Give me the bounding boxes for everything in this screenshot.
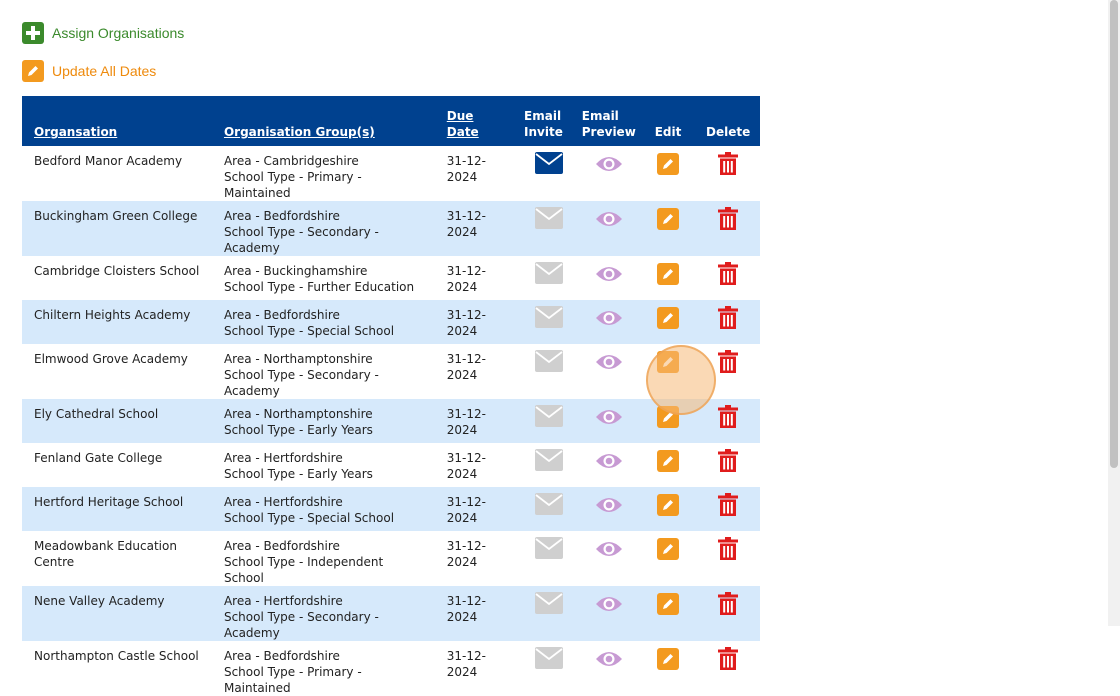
organisation-groups-cell [212,487,435,531]
email-invite-cell [520,443,578,487]
eye-icon[interactable] [595,264,623,284]
delete-cell [696,256,760,300]
edit-button[interactable] [657,494,679,516]
trash-icon[interactable] [718,449,738,472]
trash-icon[interactable] [718,647,738,670]
trash-icon[interactable] [718,306,738,329]
trash-icon[interactable] [718,207,738,230]
group-area: Area - Hertfordshire [223,594,343,608]
pencil-icon [661,212,675,226]
edit-cell [640,256,696,300]
table-row [22,344,760,399]
edit-cell [640,146,696,201]
envelope-icon[interactable] [535,592,563,614]
table-row [22,300,760,344]
email-invite-cell [520,146,578,201]
delete-cell [696,146,760,201]
due-date: 31-12-2024 [446,308,486,338]
table-row [22,146,760,201]
organisation-name: Cambridge Cloisters School [34,264,200,278]
eye-icon[interactable] [595,649,623,669]
organisation-groups-cell [212,344,435,399]
trash-icon[interactable] [718,405,738,428]
due-date-column-header[interactable]: Due Date [435,96,520,146]
email-invite-cell [520,586,578,641]
pencil-icon [661,311,675,325]
delete-cell [696,531,760,586]
group-school-type: School Type - Independent School [223,555,384,585]
due-date-cell [435,201,520,256]
due-date: 31-12-2024 [446,209,486,239]
email-invite-column-header: Email Invite [520,96,578,146]
group-school-type: School Type - Primary - Maintained [223,665,362,695]
eye-icon[interactable] [595,594,623,614]
organisation-name-cell [22,344,212,399]
email-preview-cell [578,531,640,586]
due-date-cell [435,256,520,300]
organisation-name: Ely Cathedral School [34,407,159,421]
eye-icon[interactable] [595,209,623,229]
organisation-name: Elmwood Grove Academy [34,352,188,366]
group-school-type: School Type - Early Years [223,423,373,437]
organisation-name-cell [22,256,212,300]
group-school-type: School Type - Primary - Maintained [223,170,362,200]
due-date-cell [435,487,520,531]
edit-button[interactable] [657,450,679,472]
due-date: 31-12-2024 [446,407,486,437]
pencil-icon [661,410,675,424]
edit-cell [640,399,696,443]
group-area: Area - Northamptonshire [223,407,373,421]
organisation-name: Bedford Manor Academy [34,154,183,168]
plus-icon [22,22,44,44]
pencil-icon [661,267,675,281]
group-school-type: School Type - Secondary - Academy [223,610,379,640]
edit-button[interactable] [657,593,679,615]
email-preview-cell [578,201,640,256]
due-date-cell [435,531,520,586]
edit-cell [640,531,696,586]
pencil-icon [661,454,675,468]
organisation-name: Buckingham Green College [34,209,198,223]
group-area: Area - Cambridgeshire [223,154,359,168]
organisation-name-cell [22,443,212,487]
edit-cell [640,201,696,256]
pencil-icon [661,652,675,666]
organisation-groups-cell [212,531,435,586]
edit-button[interactable] [657,208,679,230]
group-area: Area - Bedfordshire [223,308,340,322]
group-school-type: School Type - Early Years [223,467,373,481]
due-date: 31-12-2024 [446,352,486,382]
edit-cell [640,300,696,344]
due-date-cell [435,641,520,696]
edit-button[interactable] [657,307,679,329]
due-date-cell [435,443,520,487]
envelope-icon[interactable] [535,350,563,372]
trash-icon[interactable] [718,592,738,615]
delete-cell [696,641,760,696]
organisation-name-cell [22,300,212,344]
organisation-groups-cell [212,641,435,696]
table-row [22,399,760,443]
email-preview-cell [578,399,640,443]
edit-column-header: Edit [640,96,696,146]
organisations-table [22,96,760,696]
eye-icon[interactable] [595,495,623,515]
organisation-name-cell [22,146,212,201]
table-row [22,256,760,300]
delete-cell [696,344,760,399]
due-date: 31-12-2024 [446,154,486,184]
email-invite-cell [520,344,578,399]
organisation-groups-cell [212,146,435,201]
organisation-name: Chiltern Heights Academy [34,308,191,322]
due-date: 31-12-2024 [446,539,486,569]
email-invite-cell [520,531,578,586]
delete-cell [696,300,760,344]
edit-cell [640,344,696,399]
edit-cell [640,487,696,531]
due-date-cell [435,344,520,399]
delete-cell [696,399,760,443]
assign-organisations-label: Assign Organisations [52,25,185,41]
organisation-name-cell [22,487,212,531]
email-preview-cell [578,344,640,399]
edit-button[interactable] [657,406,679,428]
table-row [22,443,760,487]
group-area: Area - Buckinghamshire [223,264,368,278]
email-preview-cell [578,641,640,696]
group-area: Area - Bedfordshire [223,209,340,223]
table-row [22,641,760,696]
organisation-groups-cell [212,586,435,641]
group-area: Area - Northamptonshire [223,352,373,366]
table-row [22,487,760,531]
pencil-icon [661,498,675,512]
group-school-type: School Type - Special School [223,324,395,338]
envelope-icon[interactable] [535,207,563,229]
envelope-icon[interactable] [535,647,563,669]
email-preview-cell [578,256,640,300]
eye-icon[interactable] [595,407,623,427]
trash-icon[interactable] [718,537,738,560]
eye-icon[interactable] [595,352,623,372]
envelope-icon[interactable] [535,306,563,328]
pencil-icon [661,597,675,611]
group-area: Area - Hertfordshire [223,451,343,465]
pencil-icon [661,157,675,171]
email-preview-cell [578,586,640,641]
email-invite-cell [520,399,578,443]
update-all-dates-button[interactable] [22,60,156,82]
organisation-name-cell [22,586,212,641]
eye-icon[interactable] [595,539,623,559]
email-invite-cell [520,487,578,531]
table-row [22,531,760,586]
organisation-groups-cell [212,300,435,344]
due-date-cell [435,146,520,201]
pencil-icon [661,355,675,369]
due-date: 31-12-2024 [446,451,486,481]
email-invite-cell [520,641,578,696]
email-preview-cell [578,487,640,531]
email-preview-cell [578,300,640,344]
delete-cell [696,201,760,256]
due-date-cell [435,586,520,641]
due-date: 31-12-2024 [446,649,486,679]
group-school-type: School Type - Secondary - Academy [223,368,379,398]
trash-icon[interactable] [718,493,738,516]
edit-button[interactable] [657,263,679,285]
group-school-type: School Type - Secondary - Academy [223,225,379,255]
email-invite-cell [520,300,578,344]
organisation-groups-cell [212,399,435,443]
due-date-cell [435,399,520,443]
organisation-name-cell [22,201,212,256]
organisation-name: Northampton Castle School [34,649,199,663]
delete-column-header: Delete [696,96,760,146]
scrollbar-thumb[interactable] [1110,0,1118,468]
edit-button[interactable] [657,648,679,670]
table-row [22,586,760,641]
trash-icon[interactable] [718,152,738,175]
envelope-icon[interactable] [535,537,563,559]
eye-icon[interactable] [595,154,623,174]
eye-icon[interactable] [595,308,623,328]
organisation-groups-cell [212,443,435,487]
edit-cell [640,443,696,487]
email-preview-column-header: Email Preview [578,96,640,146]
trash-icon[interactable] [718,262,738,285]
due-date-cell [435,300,520,344]
organisation-name-cell [22,531,212,586]
organisation-groups-cell [212,201,435,256]
pencil-icon [661,542,675,556]
group-area: Area - Bedfordshire [223,649,340,663]
edit-cell [640,641,696,696]
organisation-column-header[interactable]: Organsation [22,96,212,146]
organisation-name: Nene Valley Academy [34,594,165,608]
envelope-icon[interactable] [535,262,563,284]
organisation-groups-column-header[interactable]: Organisation Group(s) [212,96,435,146]
organisation-name: Fenland Gate College [34,451,163,465]
email-invite-cell [520,256,578,300]
envelope-icon[interactable] [535,449,563,471]
delete-cell [696,586,760,641]
update-all-dates-label: Update All Dates [52,63,157,79]
eye-icon[interactable] [595,451,623,471]
envelope-icon[interactable] [535,152,563,174]
delete-cell [696,443,760,487]
group-area: Area - Hertfordshire [223,495,343,509]
group-area: Area - Bedfordshire [223,539,340,553]
vertical-scrollbar[interactable] [1108,0,1120,626]
organisation-name-cell [22,399,212,443]
due-date: 31-12-2024 [446,495,486,525]
email-invite-cell [520,201,578,256]
trash-icon[interactable] [718,350,738,373]
envelope-icon[interactable] [535,493,563,515]
edit-cell [640,586,696,641]
assign-organisations-button[interactable] [22,22,184,44]
organisation-name: Hertford Heritage School [34,495,184,509]
group-school-type: School Type - Further Education [223,280,415,294]
envelope-icon[interactable] [535,405,563,427]
email-preview-cell [578,146,640,201]
pencil-icon [22,60,44,82]
due-date: 31-12-2024 [446,264,486,294]
organisation-name: Meadowbank Education Centre [34,539,177,569]
delete-cell [696,487,760,531]
edit-button[interactable] [657,351,679,373]
organisation-name-cell [22,641,212,696]
table-header-row [22,96,760,146]
group-school-type: School Type - Special School [223,511,395,525]
edit-button[interactable] [657,538,679,560]
edit-button[interactable] [657,153,679,175]
due-date: 31-12-2024 [446,594,486,624]
table-row [22,201,760,256]
organisation-groups-cell [212,256,435,300]
email-preview-cell [578,443,640,487]
